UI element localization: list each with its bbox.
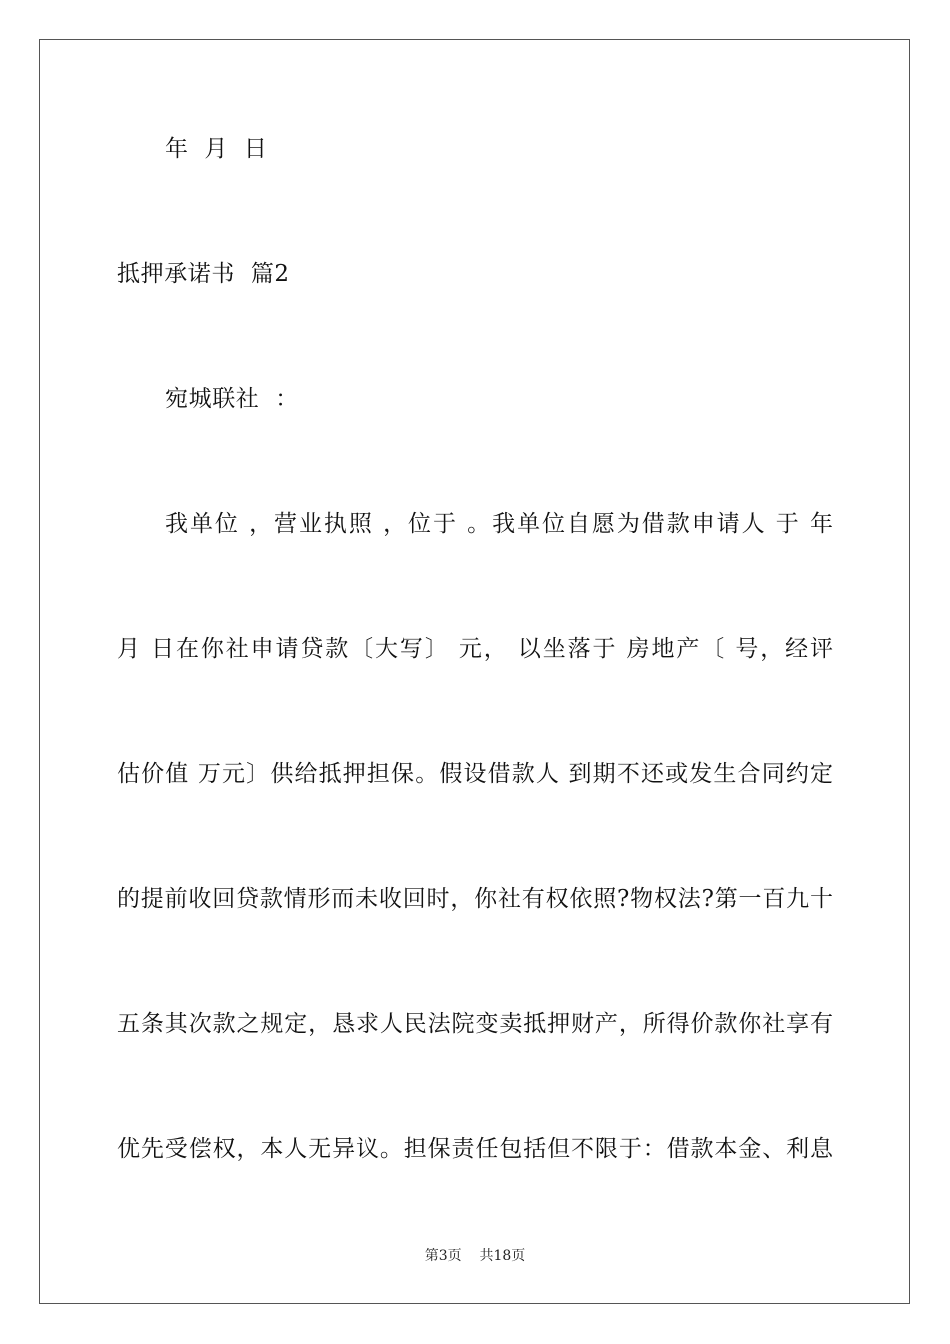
date-line: 年 月 日 xyxy=(165,136,268,162)
body-line-1: 我单位 ，营业执照 ，位于 。我单位自愿为借款申请人 于 年 xyxy=(165,511,833,537)
body-line-6: 优先受偿权，本人无异议。担保责任包括但不限于：借款本金、利息 xyxy=(117,1136,833,1162)
section-title: 抵押承诺书 篇2 xyxy=(117,261,290,287)
body-line-3: 估价值 万元〕供给抵押担保。假设借款人 到期不还或发生合同约定 xyxy=(117,761,833,787)
page-footer: 第3页 共18页 xyxy=(424,1248,526,1264)
body-line-5: 五条其次款之规定，恳求人民法院变卖抵押财产，所得价款你社享有 xyxy=(117,1011,833,1037)
salutation: 宛城联社 ： xyxy=(165,386,299,412)
body-line-4: 的提前收回贷款情形而未收回时，你社有权依照?物权法?第一百九十 xyxy=(117,886,833,912)
page-frame xyxy=(39,39,910,1304)
body-line-2: 月 日在你社申请贷款〔大写〕 元， 以坐落于 房地产〔 号，经评 xyxy=(117,636,833,662)
